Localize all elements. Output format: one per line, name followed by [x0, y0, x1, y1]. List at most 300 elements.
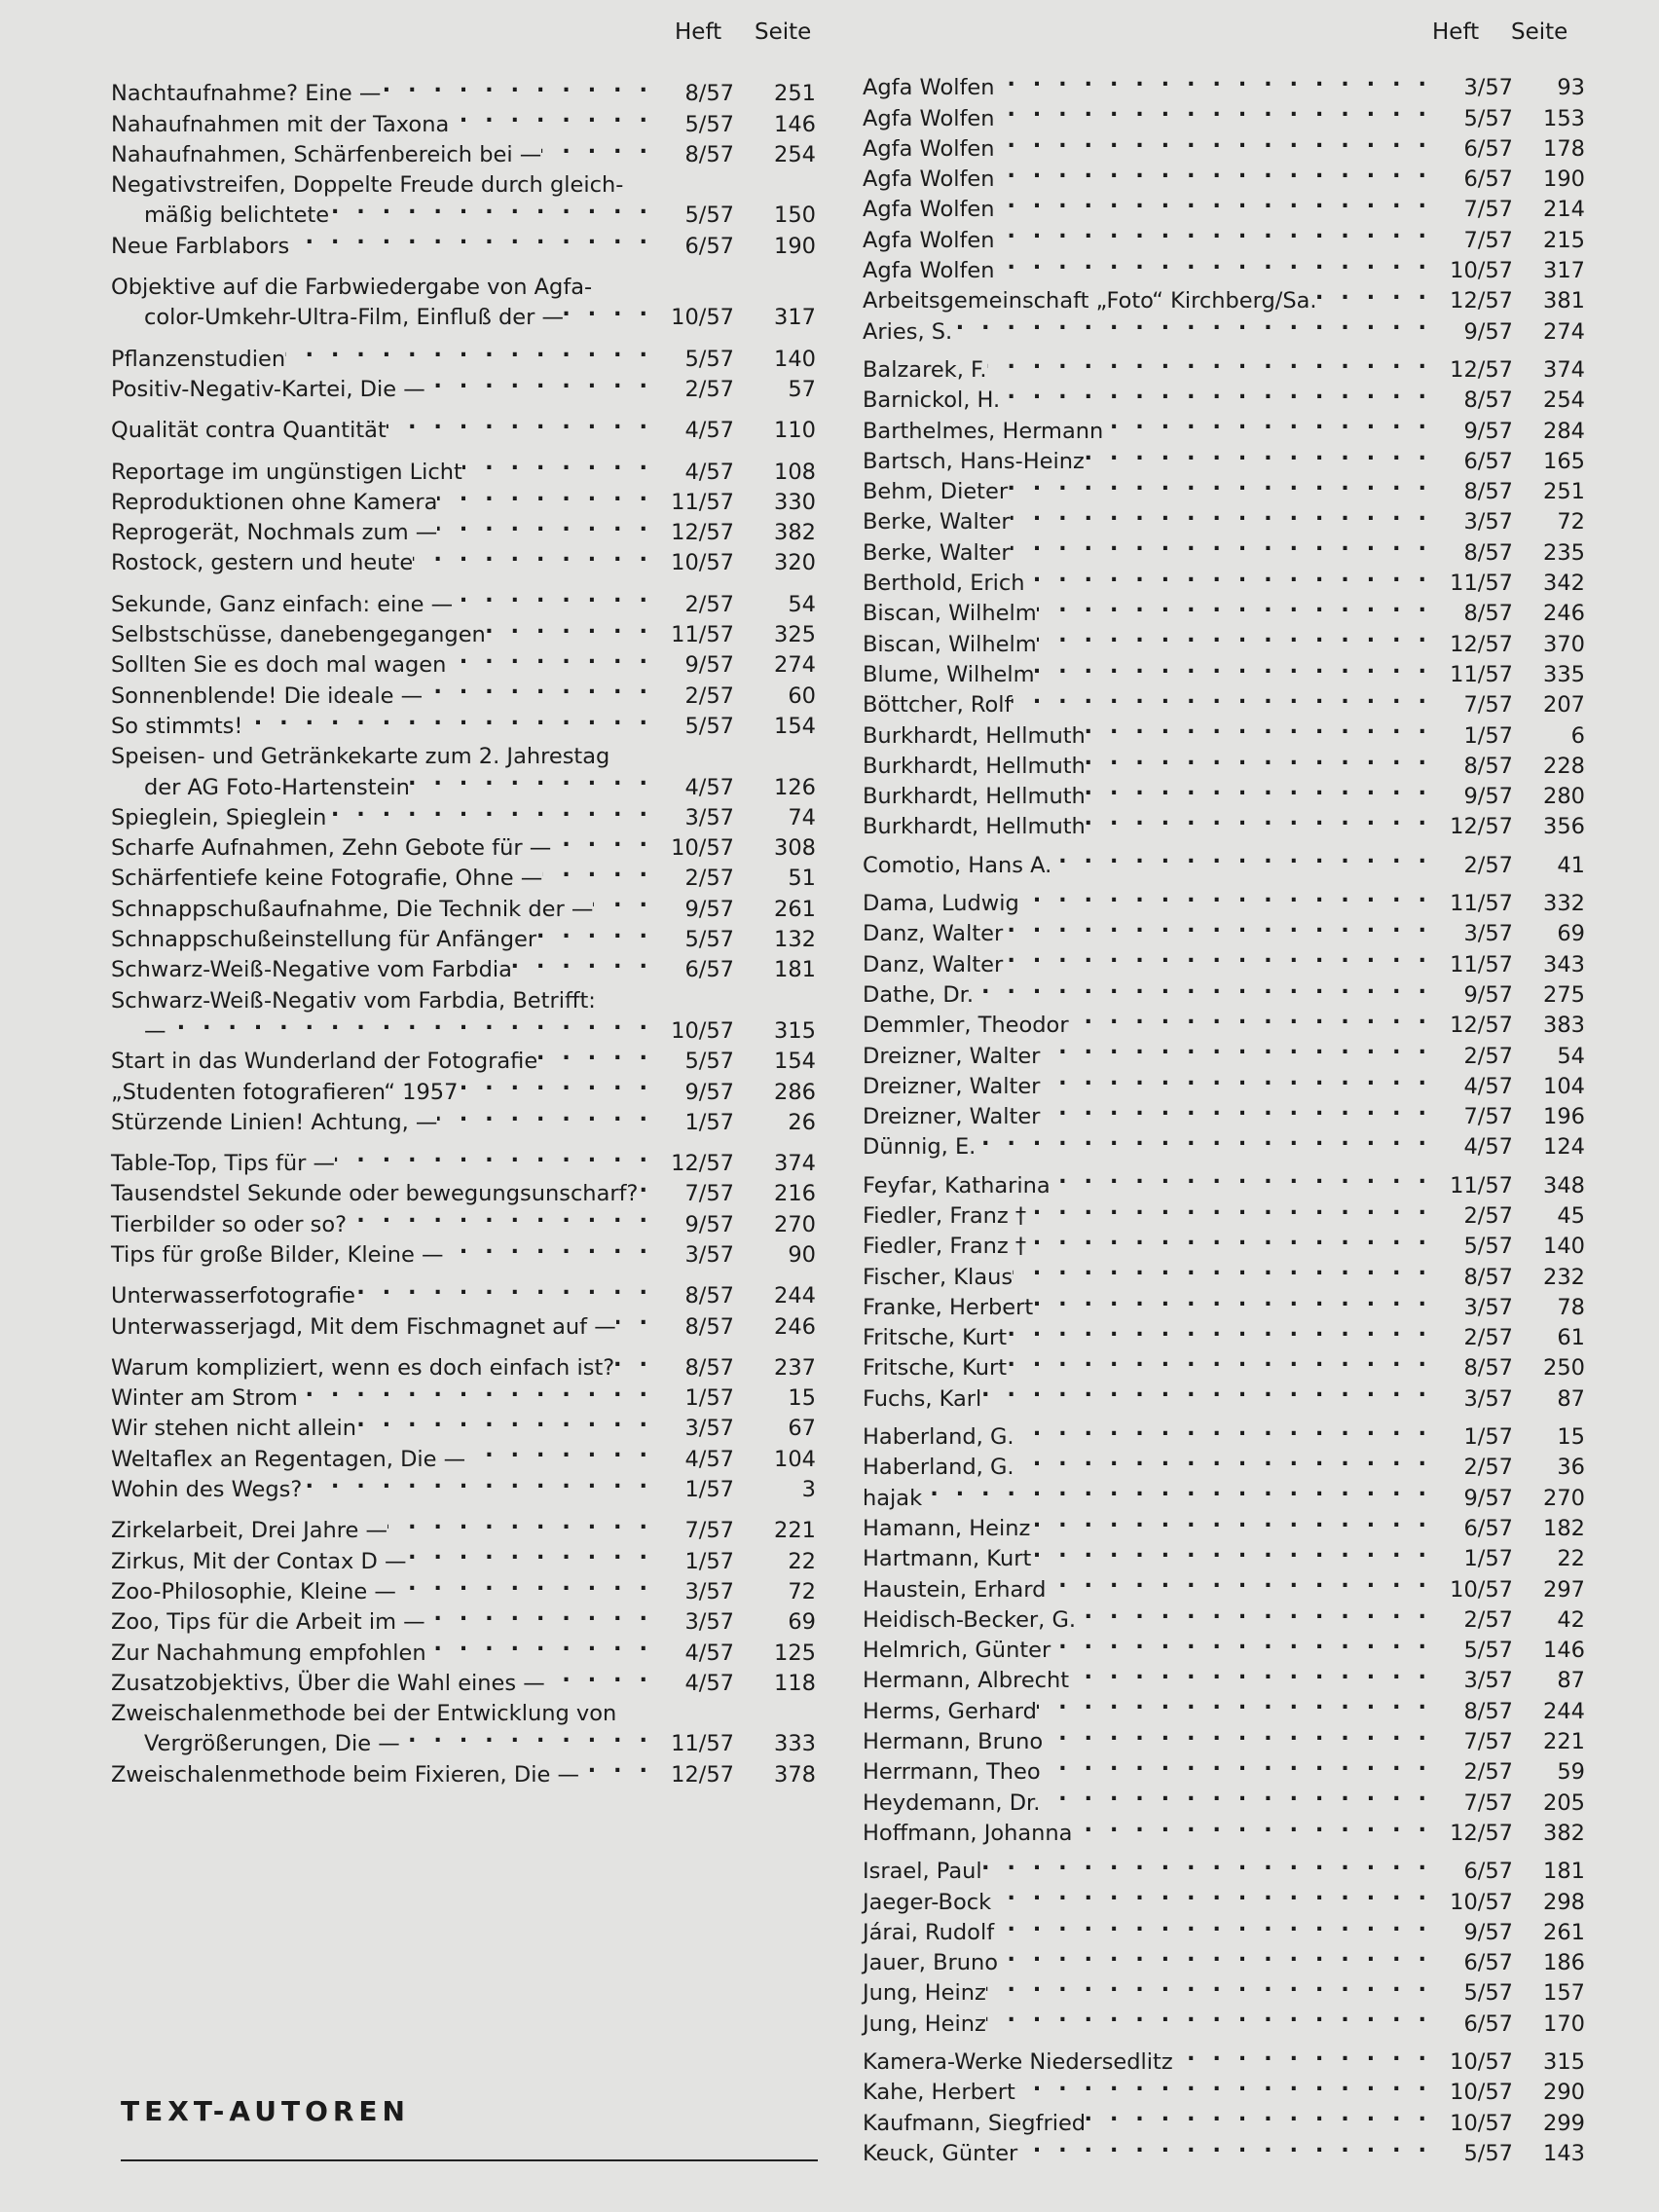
entry-issue: 5/57	[684, 346, 734, 372]
entry-title: Jung, Heinz	[863, 2010, 986, 2037]
entry-title: Heidisch-Becker, G.	[863, 1606, 1077, 1633]
entry-title: Agfa Wolfen	[863, 258, 995, 284]
dot-leader	[1072, 1810, 1435, 1840]
entry-issue: 10/57	[671, 835, 734, 862]
entry-title: Spieglein, Spieglein	[111, 804, 327, 830]
dot-leader	[166, 1008, 657, 1038]
entry-title: Zirkelarbeit, Drei Jahre —	[111, 1518, 388, 1544]
entry-title-continuation: der AG Foto-Hartenstein	[144, 774, 410, 800]
dot-leader	[298, 1375, 656, 1405]
dot-leader	[242, 703, 656, 733]
entry-issue: 4/57	[684, 1640, 734, 1666]
entry-issue: 11/57	[671, 489, 734, 515]
entry-page: 286	[774, 1079, 816, 1105]
entry-page: 186	[1543, 1950, 1585, 1976]
dot-leader	[995, 94, 1435, 125]
dot-leader	[1000, 377, 1435, 407]
entry-title-continuation: Vergrößerungen, Die —	[144, 1731, 400, 1757]
dot-leader	[355, 1272, 656, 1303]
entry-issue: 6/57	[1463, 2010, 1513, 2037]
entry-issue: 6/57	[1463, 1515, 1513, 1541]
dot-leader	[1008, 468, 1435, 498]
dot-leader	[413, 539, 656, 570]
index-entry	[111, 1008, 816, 1044]
entry-title: Dathe, Dr.	[863, 981, 975, 1008]
entry-page: 244	[774, 1283, 816, 1309]
dot-leader	[616, 1303, 656, 1333]
entry-issue: 11/57	[1450, 1172, 1513, 1198]
entry-page: 298	[1543, 1889, 1585, 1915]
entry-issue: 7/57	[1463, 692, 1513, 719]
entry-issue: 6/57	[1463, 135, 1513, 162]
entry-issue: 10/57	[1450, 1576, 1513, 1603]
entry-issue: 10/57	[1450, 2049, 1513, 2075]
entry-page: 153	[1543, 105, 1585, 131]
dot-leader	[1033, 1284, 1435, 1314]
entry-title-continuation: mäßig belichtete	[144, 203, 330, 229]
entry-title: Dama, Ludwig	[863, 891, 1019, 917]
entry-title: Burkhardt, Hellmuth	[863, 784, 1086, 810]
entry-issue: 8/57	[1463, 1264, 1513, 1290]
dot-leader	[1317, 277, 1435, 308]
entry-issue: 1/57	[684, 1548, 734, 1574]
entry-issue: 7/57	[684, 1181, 734, 1207]
entry-page: 87	[1557, 1668, 1585, 1694]
dot-leader	[638, 1170, 656, 1200]
entry-title: Objektive auf die Farbwiedergabe von Agfa-	[111, 275, 593, 301]
entry-issue: 12/57	[1450, 1820, 1513, 1846]
entry-title: Reportage im ungünstigen Licht	[111, 459, 462, 485]
index-entry	[863, 1848, 1585, 1885]
entry-title: Barthelmes, Hermann	[863, 418, 1104, 444]
index-entry	[111, 70, 816, 107]
entry-issue: 2/57	[1463, 1455, 1513, 1481]
column-header-seite: Seite	[1511, 19, 1568, 45]
entry-title: Berke, Walter	[863, 539, 1011, 566]
dot-leader	[922, 1474, 1435, 1504]
dot-leader	[387, 1507, 656, 1537]
entry-issue: 7/57	[1463, 1729, 1513, 1755]
entry-title: Table-Top, Tips für —	[111, 1151, 336, 1177]
entry-title: Hoffmann, Johanna	[863, 1820, 1073, 1846]
entry-title: Berke, Walter	[863, 509, 1011, 535]
entry-page: 251	[774, 81, 816, 107]
dot-leader	[995, 247, 1435, 277]
entry-title: Herms, Gerhard	[863, 1698, 1037, 1724]
entry-issue: 4/57	[684, 774, 734, 800]
entry-page: 59	[1557, 1759, 1585, 1786]
entry-page: 196	[1543, 1104, 1585, 1130]
dot-leader	[458, 1068, 656, 1098]
entry-issue: 11/57	[1450, 891, 1513, 917]
entry-page: 325	[774, 622, 816, 648]
dot-leader	[1031, 1535, 1435, 1566]
dot-leader	[1069, 1657, 1435, 1687]
entry-title: Heydemann, Dr.	[863, 1789, 1041, 1816]
entry-issue: 7/57	[1463, 197, 1513, 223]
dot-leader	[1040, 1779, 1435, 1809]
dot-leader	[995, 216, 1435, 246]
dot-leader	[465, 1435, 656, 1465]
entry-title: Kahe, Herbert	[863, 2080, 1015, 2106]
entry-title: Sekunde, Ganz einfach: eine —	[111, 591, 454, 617]
entry-title: Barnickol, H.	[863, 387, 1001, 414]
dot-leader	[995, 64, 1435, 94]
entry-title: Stürzende Linien! Achtung, —	[111, 1109, 438, 1135]
section-divider	[121, 2159, 818, 2161]
entry-issue: 12/57	[1450, 288, 1513, 314]
entry-title: Israel, Paul	[863, 1859, 982, 1885]
entry-title: „Studenten fotografieren“ 1957	[111, 1079, 459, 1105]
entry-page: 15	[788, 1385, 816, 1412]
dot-leader	[623, 162, 816, 192]
dot-leader	[453, 580, 656, 610]
entry-issue: 10/57	[671, 305, 734, 331]
entry-issue: 9/57	[1463, 981, 1513, 1008]
dot-leader	[551, 825, 656, 855]
entry-page: 235	[1543, 539, 1585, 566]
dot-leader	[982, 1848, 1435, 1878]
entry-issue: 8/57	[684, 1313, 734, 1340]
dot-leader	[425, 1599, 656, 1629]
entry-title: Jung, Heinz	[863, 1980, 986, 2007]
entry-page: 280	[1543, 784, 1585, 810]
entry-issue: 8/57	[1463, 539, 1513, 566]
entry-page: 6	[1570, 722, 1585, 749]
dot-leader	[952, 308, 1435, 338]
entry-title: Tierbilder so oder so?	[111, 1211, 348, 1237]
entry-title: Fuchs, Karl	[863, 1385, 982, 1412]
entry-issue: 10/57	[1450, 258, 1513, 284]
entry-page: 330	[774, 489, 816, 515]
entry-page: 51	[788, 866, 816, 892]
entry-page: 69	[1557, 921, 1585, 947]
entry-title: Schärfentiefe keine Fotografie, Ohne —	[111, 866, 543, 892]
entry-page: 250	[1543, 1355, 1585, 1382]
entry-title: Warum kompliziert, wenn es doch einfach ist?	[111, 1354, 615, 1381]
entry-title: Hermann, Bruno	[863, 1729, 1044, 1755]
dot-leader	[986, 1970, 1435, 2000]
entry-issue: 4/57	[684, 1446, 734, 1472]
entry-title: Burkhardt, Hellmuth	[863, 753, 1086, 779]
entry-issue: 9/57	[684, 896, 734, 922]
entry-page: 342	[1543, 571, 1585, 597]
index-entry	[863, 841, 1585, 878]
entry-title: Winter am Strom	[111, 1385, 298, 1412]
dot-leader	[596, 977, 816, 1007]
dot-leader	[396, 1568, 656, 1599]
index-entry	[863, 2039, 1585, 2075]
entry-page: 72	[1557, 509, 1585, 535]
entry-issue: 8/57	[684, 141, 734, 167]
entry-page: 221	[774, 1518, 816, 1544]
entry-page: 45	[1557, 1202, 1585, 1229]
entry-page: 61	[1557, 1325, 1585, 1351]
entry-issue: 9/57	[1463, 418, 1513, 444]
entry-title: Nahaufnahmen mit der Taxona	[111, 111, 450, 137]
subject-index-column	[111, 70, 816, 1788]
entry-issue: 5/57	[684, 1049, 734, 1075]
entry-issue: 10/57	[1450, 2110, 1513, 2136]
dot-leader	[1051, 1627, 1435, 1657]
entry-page: 190	[1543, 166, 1585, 193]
dot-leader	[1037, 620, 1435, 650]
entry-page: 170	[1543, 2010, 1585, 2037]
entry-issue: 8/57	[1463, 753, 1513, 779]
entry-page: 216	[774, 1181, 816, 1207]
entry-title: Burkhardt, Hellmuth	[863, 814, 1086, 840]
entry-page: 104	[774, 1446, 816, 1472]
entry-title: Bartsch, Hans-Heinz	[863, 448, 1085, 474]
index-entry-line	[111, 264, 816, 301]
dot-leader	[1086, 773, 1435, 803]
entry-issue: 10/57	[1450, 1889, 1513, 1915]
dot-leader	[426, 1629, 656, 1659]
entry-title: Schnappschußeinstellung für Anfänger	[111, 927, 537, 953]
entry-page: 41	[1557, 852, 1585, 878]
column-header-seite: Seite	[755, 19, 812, 45]
entry-page: 270	[774, 1211, 816, 1237]
entry-page: 26	[788, 1109, 816, 1135]
entry-title: So stimmts!	[111, 713, 243, 739]
entry-title: Berthold, Erich	[863, 571, 1025, 597]
dot-leader	[1051, 1161, 1435, 1192]
dot-leader	[444, 1232, 657, 1262]
entry-title: Dünnig, E.	[863, 1134, 977, 1161]
entry-title: Hartmann, Kurt	[863, 1546, 1032, 1572]
entry-title: Zur Nachahmung empfohlen	[111, 1640, 426, 1666]
entry-title: Keuck, Günter	[863, 2140, 1018, 2166]
entry-page: 87	[1557, 1385, 1585, 1412]
dot-leader	[1035, 651, 1435, 682]
entry-issue: 1/57	[1463, 722, 1513, 749]
entry-title: Helmrich, Günter	[863, 1638, 1051, 1664]
entry-issue: 5/57	[1463, 1234, 1513, 1260]
dot-leader	[437, 479, 656, 509]
entry-issue: 1/57	[1463, 1546, 1513, 1572]
entry-title: Positiv-Negativ-Kartei, Die —	[111, 376, 425, 402]
dot-leader	[326, 794, 656, 825]
dot-leader	[1086, 743, 1435, 773]
dot-leader	[593, 885, 656, 915]
entry-title: Zweischalenmethode beim Fixieren, Die —	[111, 1761, 579, 1788]
dot-leader	[1086, 712, 1435, 742]
dot-leader	[437, 509, 656, 539]
dot-leader	[1086, 803, 1435, 833]
entry-issue: 11/57	[671, 622, 734, 648]
dot-leader	[462, 448, 656, 478]
index-entry	[111, 580, 816, 617]
column-header-heft: Heft	[1432, 19, 1480, 45]
entry-issue: 10/57	[671, 1017, 734, 1044]
entry-title: Kaufmann, Siegfried	[863, 2110, 1087, 2136]
entry-issue: 6/57	[684, 233, 734, 259]
dot-leader	[1173, 2039, 1435, 2069]
entry-page: 374	[774, 1151, 816, 1177]
entry-page: 60	[788, 682, 816, 709]
entry-page: 378	[774, 1761, 816, 1788]
index-entry	[111, 407, 816, 444]
entry-title: Haberland, G.	[863, 1424, 1014, 1451]
column-header-heft: Heft	[675, 19, 722, 45]
entry-page: 22	[788, 1548, 816, 1574]
index-entry	[863, 347, 1585, 383]
entry-page: 261	[774, 896, 816, 922]
dot-leader	[1017, 2130, 1435, 2160]
entry-page: 370	[1543, 631, 1585, 657]
entry-issue: 8/57	[1463, 479, 1513, 505]
entry-issue: 6/57	[1463, 448, 1513, 474]
entry-title: Zweischalenmethode bei der Entwicklung von	[111, 1701, 617, 1727]
entry-title: Agfa Wolfen	[863, 166, 995, 193]
section-title-text-autoren: TEXT-AUTOREN	[121, 2095, 410, 2127]
dot-leader	[1103, 407, 1435, 437]
dot-leader	[347, 1200, 656, 1231]
entry-page: 124	[1543, 1134, 1585, 1161]
entry-title: Haberland, G.	[863, 1455, 1014, 1481]
entry-issue: 12/57	[671, 1151, 734, 1177]
entry-page: 69	[788, 1609, 816, 1636]
entry-title: Rostock, gestern und heute	[111, 550, 414, 576]
entry-issue: 11/57	[1450, 951, 1513, 977]
entry-page: 244	[1543, 1698, 1585, 1724]
entry-issue: 4/57	[684, 459, 734, 485]
entry-page: 140	[774, 346, 816, 372]
dot-leader	[410, 763, 656, 793]
entry-page: 297	[1543, 1576, 1585, 1603]
index-entry	[863, 1161, 1585, 1198]
dot-leader	[387, 407, 656, 437]
entry-page: 67	[788, 1416, 816, 1442]
entry-title: Blume, Wilhelm	[863, 661, 1035, 687]
entry-title: Hamann, Heinz	[863, 1515, 1031, 1541]
dot-leader	[1030, 1505, 1435, 1535]
entry-page: 3	[801, 1477, 816, 1503]
dot-leader	[1076, 1597, 1435, 1627]
index-entry	[111, 335, 816, 372]
entry-title: Wohin des Wegs?	[111, 1477, 303, 1503]
dot-leader	[536, 916, 656, 946]
entry-issue: 7/57	[1463, 1104, 1513, 1130]
entry-issue: 10/57	[671, 550, 734, 576]
dot-leader	[1014, 1414, 1435, 1444]
entry-page: 143	[1543, 2140, 1585, 2166]
entry-title: Neue Farblabors	[111, 233, 290, 259]
entry-issue: 6/57	[1463, 166, 1513, 193]
entry-title: Zirkus, Mit der Contax D —	[111, 1548, 407, 1574]
dot-leader	[974, 972, 1435, 1002]
entry-title: Fritsche, Kurt	[863, 1355, 1008, 1382]
entry-title: Agfa Wolfen	[863, 227, 995, 253]
entry-page: 140	[1543, 1234, 1585, 1260]
entry-title: Nahaufnahmen, Schärfenbereich bei —	[111, 141, 542, 167]
entry-issue: 3/57	[684, 1241, 734, 1268]
entry-issue: 2/57	[1463, 1606, 1513, 1633]
dot-leader	[1051, 841, 1435, 871]
entry-page: 15	[1557, 1424, 1585, 1451]
entry-title: Schwarz-Weiß-Negative vom Farbdia	[111, 957, 512, 983]
dot-leader	[1011, 498, 1435, 529]
entry-page: 274	[774, 652, 816, 679]
entry-title: Feyfar, Katharina	[863, 1172, 1051, 1198]
dot-leader	[1043, 1718, 1435, 1749]
entry-issue: 9/57	[684, 652, 734, 679]
entry-page: 274	[1543, 318, 1585, 345]
entry-issue: 12/57	[1450, 631, 1513, 657]
entry-issue: 5/57	[1463, 2140, 1513, 2166]
entry-issue: 9/57	[1463, 318, 1513, 345]
entry-issue: 2/57	[1463, 1043, 1513, 1069]
entry-title: Biscan, Wilhelm	[863, 601, 1037, 627]
entry-page: 254	[1543, 387, 1585, 414]
entry-page: 150	[774, 203, 816, 229]
entry-title: Demmler, Theodor	[863, 1013, 1069, 1039]
entry-page: 126	[774, 774, 816, 800]
dot-leader	[1003, 940, 1435, 971]
entry-issue: 4/57	[1463, 1073, 1513, 1099]
entry-title: Reproduktionen ohne Kamera	[111, 489, 438, 515]
dot-leader	[1069, 1002, 1435, 1032]
entry-title: Wir stehen nicht allein	[111, 1416, 357, 1442]
entry-title: Start in das Wunderland der Fotografie	[111, 1049, 538, 1075]
entry-page: 181	[1543, 1859, 1585, 1885]
entry-page: 93	[1557, 75, 1585, 101]
dot-leader	[998, 1939, 1435, 1970]
dot-leader	[987, 347, 1436, 377]
entry-page: 284	[1543, 418, 1585, 444]
entry-title: Reprogerät, Nochmals zum —	[111, 520, 438, 546]
entry-issue: 10/57	[1450, 2080, 1513, 2106]
index-entry	[111, 1272, 816, 1309]
entry-title: Agfa Wolfen	[863, 135, 995, 162]
entry-title: Hermann, Albrecht	[863, 1668, 1070, 1694]
entry-issue: 8/57	[1463, 601, 1513, 627]
entry-title: Arbeitsgemeinschaft „Foto“ Kirchberg/Sa.	[863, 288, 1317, 314]
entry-page: 182	[1543, 1515, 1585, 1541]
entry-issue: 5/57	[1463, 105, 1513, 131]
entry-title: Biscan, Wilhelm	[863, 631, 1037, 657]
entry-page: 343	[1543, 951, 1585, 977]
entry-title: Agfa Wolfen	[863, 75, 995, 101]
entry-issue: 1/57	[1463, 1424, 1513, 1451]
dot-leader	[1040, 1093, 1435, 1124]
entry-issue: 12/57	[671, 520, 734, 546]
entry-title: Sonnenblende! Die ideale —	[111, 682, 424, 709]
dot-leader	[1013, 1253, 1435, 1283]
entry-title: Franke, Herbert	[863, 1294, 1034, 1320]
dot-leader	[542, 855, 656, 885]
entry-title: Burkhardt, Hellmuth	[863, 722, 1086, 749]
entry-issue: 3/57	[1463, 1294, 1513, 1320]
entry-title: Pflanzenstudien	[111, 346, 286, 372]
author-index-column	[863, 64, 1585, 2166]
entry-page: 315	[1543, 2049, 1585, 2075]
entry-page: 381	[1543, 288, 1585, 314]
dot-leader	[289, 222, 656, 252]
dot-leader	[579, 1751, 656, 1781]
entry-issue: 12/57	[671, 1761, 734, 1788]
entry-issue: 2/57	[1463, 852, 1513, 878]
dot-leader	[616, 1690, 816, 1720]
entry-page: 205	[1543, 1789, 1585, 1816]
entry-page: 215	[1543, 227, 1585, 253]
entry-title: Jaeger-Bock	[863, 1889, 992, 1915]
entry-issue: 2/57	[684, 866, 734, 892]
entry-page: 335	[1543, 661, 1585, 687]
entry-page: 165	[1543, 448, 1585, 474]
entry-page: 108	[774, 459, 816, 485]
entry-issue: 3/57	[1463, 509, 1513, 535]
